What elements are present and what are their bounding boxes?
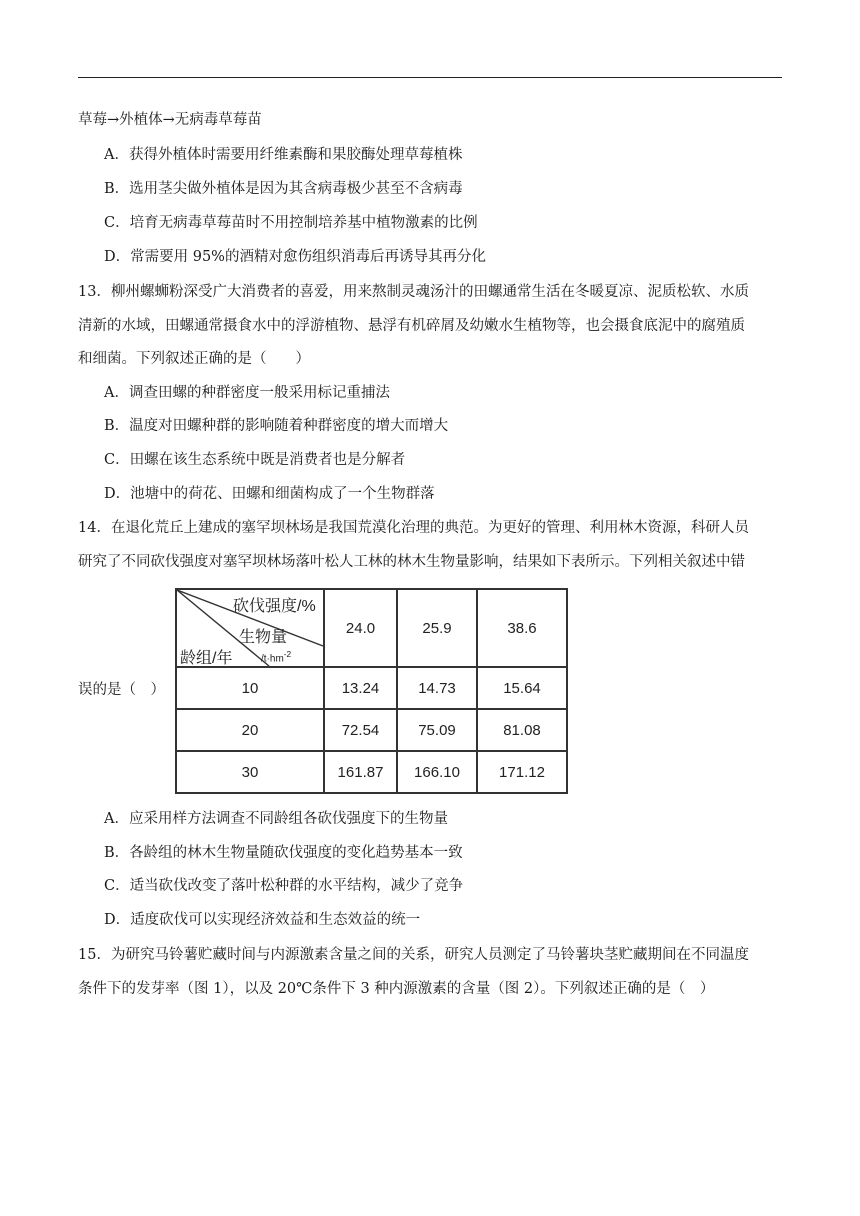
table-row (176, 751, 567, 793)
table-cell: 161.87 (324, 751, 397, 793)
row-age: 10 (176, 667, 324, 709)
column-header: 24.0 (324, 589, 397, 667)
q14-stem-line-3: 误的是（ ） (78, 682, 165, 698)
q14-stem-line-2: 研究了不同砍伐强度对塞罕坝林场落叶松人工林的林木生物量影响，结果如下表所示。下列相关叙述中错 (78, 554, 745, 570)
table-cell: 15.64 (477, 667, 567, 709)
q14-stem-line-1: 14．在退化荒丘上建成的塞罕坝林场是我国荒漠化治理的典范。为更好的管理、利用林木资源，科研人员 (78, 520, 749, 536)
q13-option-a: A．调查田螺的种群密度一般采用标记重捕法 (104, 385, 390, 401)
table-header-row (176, 589, 567, 667)
header-biomass: 生物量 (239, 629, 288, 646)
table-cell: 81.08 (477, 709, 567, 751)
q13-option-c: C．田螺在该生态系统中既是消费者也是分解者 (104, 452, 406, 468)
q12-intro: 草莓→外植体→无病毒草莓苗 (78, 112, 262, 128)
column-header: 25.9 (397, 589, 477, 667)
table-cell: 72.54 (324, 709, 397, 751)
q12-option-c: C．培育无病毒草莓苗时不用控制培养基中植物激素的比例 (104, 215, 478, 231)
biomass-table (175, 588, 568, 794)
table-row (176, 709, 567, 751)
header-biomass-unit: $/t\cdot hm^{-2}$ (261, 649, 292, 665)
row-age: 30 (176, 751, 324, 793)
table-cell: 75.09 (397, 709, 477, 751)
q14-option-c: C．适当砍伐改变了落叶松种群的水平结构，减少了竞争 (104, 878, 464, 894)
table-cell: 14.73 (397, 667, 477, 709)
q13-stem-line-2: 清新的水域，田螺通常摄食水中的浮游植物、悬浮有机碎屑及幼嫩水生植物等，也会摄食底泥中的腐殖质 (78, 318, 745, 334)
q12-option-d: D．常需要用 95%的酒精对愈伤组织消毒后再诱导其再分化 (104, 249, 486, 265)
q13-option-b: B．温度对田螺种群的影响随着种群密度的增大而增大 (104, 418, 449, 434)
column-header: 38.6 (477, 589, 567, 667)
q15-stem-line-2: 条件下的发芽率（图 1），以及 20℃条件下 3 种内源激素的含量（图 2）。下列叙述正确的是（ ） (78, 981, 715, 997)
table-cell: 166.10 (397, 751, 477, 793)
q12-option-b: B．选用茎尖做外植体是因为其含病毒极少甚至不含病毒 (104, 181, 463, 197)
q14-option-a: A．应采用样方法调查不同龄组各砍伐强度下的生物量 (104, 811, 448, 827)
header-rule (78, 77, 782, 78)
q13-stem-line-3: 和细菌。下列叙述正确的是（ ） (78, 351, 310, 367)
q14-option-b: B．各龄组的林木生物量随砍伐强度的变化趋势基本一致 (104, 845, 463, 861)
table-row (176, 667, 567, 709)
header-cutting-intensity: 砍伐强度/% (233, 598, 316, 615)
q12-option-a: A．获得外植体时需要用纤维素酶和果胶酶处理草莓植株 (104, 147, 463, 163)
q13-stem-line-1: 13．柳州螺蛳粉深受广大消费者的喜爱，用来熬制灵魂汤汁的田螺通常生活在冬暖夏凉、泥质松软、水质 (78, 284, 749, 300)
table-diagonal-header (176, 589, 324, 667)
q13-option-d: D．池塘中的荷花、田螺和细菌构成了一个生物群落 (104, 486, 435, 502)
row-age: 20 (176, 709, 324, 751)
header-age-group: 龄组/年 (180, 650, 233, 667)
q15-stem-line-1: 15．为研究马铃薯贮藏时间与内源激素含量之间的关系，研究人员测定了马铃薯块茎贮藏期间在不同温度 (78, 947, 749, 963)
q14-option-d: D．适度砍伐可以实现经济效益和生态效益的统一 (104, 912, 421, 928)
table-cell: 171.12 (477, 751, 567, 793)
table-cell: 13.24 (324, 667, 397, 709)
